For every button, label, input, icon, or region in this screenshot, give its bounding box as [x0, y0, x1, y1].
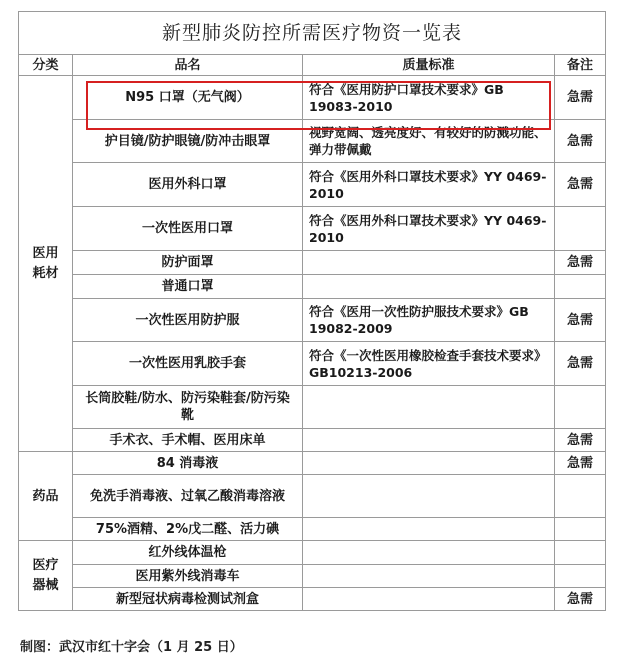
table-row — [19, 386, 606, 429]
item-note: 急需 — [555, 120, 606, 163]
item-name: 防护面罩 — [73, 251, 303, 275]
item-standard: 符合《医用外科口罩技术要求》YY 0469-2010 — [303, 207, 555, 251]
item-note — [555, 565, 606, 588]
item-note: 急需 — [555, 76, 606, 120]
item-name: 红外线体温枪 — [73, 541, 303, 565]
item-note — [555, 475, 606, 518]
item-name: 75%酒精、2%戊二醛、活力碘 — [73, 518, 303, 541]
item-note — [555, 386, 606, 429]
item-standard — [303, 251, 555, 275]
table-title: 新型肺炎防控所需医疗物资一览表 — [19, 12, 606, 55]
item-name: 长筒胶鞋/防水、防污染鞋套/防污染靴 — [73, 386, 303, 429]
category-drugs: 药品 — [19, 452, 73, 541]
header-category: 分类 — [19, 55, 73, 76]
item-standard — [303, 475, 555, 518]
item-standard: 符合《医用一次性防护服技术要求》GB 19082-2009 — [303, 299, 555, 342]
item-standard — [303, 518, 555, 541]
item-note: 急需 — [555, 251, 606, 275]
item-standard — [303, 429, 555, 452]
item-standard: 符合《医用外科口罩技术要求》YY 0469-2010 — [303, 163, 555, 207]
table-row — [19, 251, 606, 275]
item-standard — [303, 386, 555, 429]
item-standard — [303, 541, 555, 565]
table-row — [19, 342, 606, 386]
item-name: 医用紫外线消毒车 — [73, 565, 303, 588]
table-row — [19, 275, 606, 299]
item-standard — [303, 275, 555, 299]
table-row — [19, 299, 606, 342]
header-standard: 质量标准 — [303, 55, 555, 76]
item-name: 医用外科口罩 — [73, 163, 303, 207]
item-note: 急需 — [555, 163, 606, 207]
table-row — [19, 452, 606, 475]
item-name: 84 消毒液 — [73, 452, 303, 475]
item-note — [555, 275, 606, 299]
item-name: 普通口罩 — [73, 275, 303, 299]
item-note — [555, 541, 606, 565]
table-row — [19, 475, 606, 518]
table-row — [19, 518, 606, 541]
item-name: N95 口罩（无气阀） — [73, 76, 303, 120]
item-standard: 符合《医用防护口罩技术要求》GB 19083-2010 — [303, 76, 555, 120]
footer-credit: 制图：武汉市红十字会（1 月 25 日） — [20, 640, 243, 655]
item-standard — [303, 452, 555, 475]
item-note: 急需 — [555, 588, 606, 611]
supplies-table-container — [18, 11, 605, 611]
item-name: 新型冠状病毒检测试剂盒 — [73, 588, 303, 611]
table-row — [19, 565, 606, 588]
item-name: 一次性医用防护服 — [73, 299, 303, 342]
header-name: 品名 — [73, 55, 303, 76]
item-standard — [303, 588, 555, 611]
table-row — [19, 429, 606, 452]
item-note — [555, 207, 606, 251]
item-name: 免洗手消毒液、过氧乙酸消毒溶液 — [73, 475, 303, 518]
category-consumables: 医用耗材 — [19, 76, 73, 452]
item-note: 急需 — [555, 342, 606, 386]
table-row — [19, 76, 606, 120]
item-standard: 视野宽阔、透亮度好、有较好的防溅功能、弹力带佩戴 — [303, 120, 555, 163]
header-note: 备注 — [555, 55, 606, 76]
item-note: 急需 — [555, 429, 606, 452]
category-devices: 医疗器械 — [19, 541, 73, 611]
item-standard: 符合《一次性医用橡胶检查手套技术要求》GB10213-2006 — [303, 342, 555, 386]
item-note — [555, 518, 606, 541]
table-row — [19, 588, 606, 611]
item-note: 急需 — [555, 452, 606, 475]
table-row — [19, 120, 606, 163]
item-name: 护目镜/防护眼镜/防冲击眼罩 — [73, 120, 303, 163]
item-note: 急需 — [555, 299, 606, 342]
supplies-table — [18, 11, 606, 611]
table-row — [19, 207, 606, 251]
item-name: 手术衣、手术帽、医用床单 — [73, 429, 303, 452]
item-name: 一次性医用口罩 — [73, 207, 303, 251]
table-row — [19, 541, 606, 565]
table-row — [19, 163, 606, 207]
item-name: 一次性医用乳胶手套 — [73, 342, 303, 386]
item-standard — [303, 565, 555, 588]
